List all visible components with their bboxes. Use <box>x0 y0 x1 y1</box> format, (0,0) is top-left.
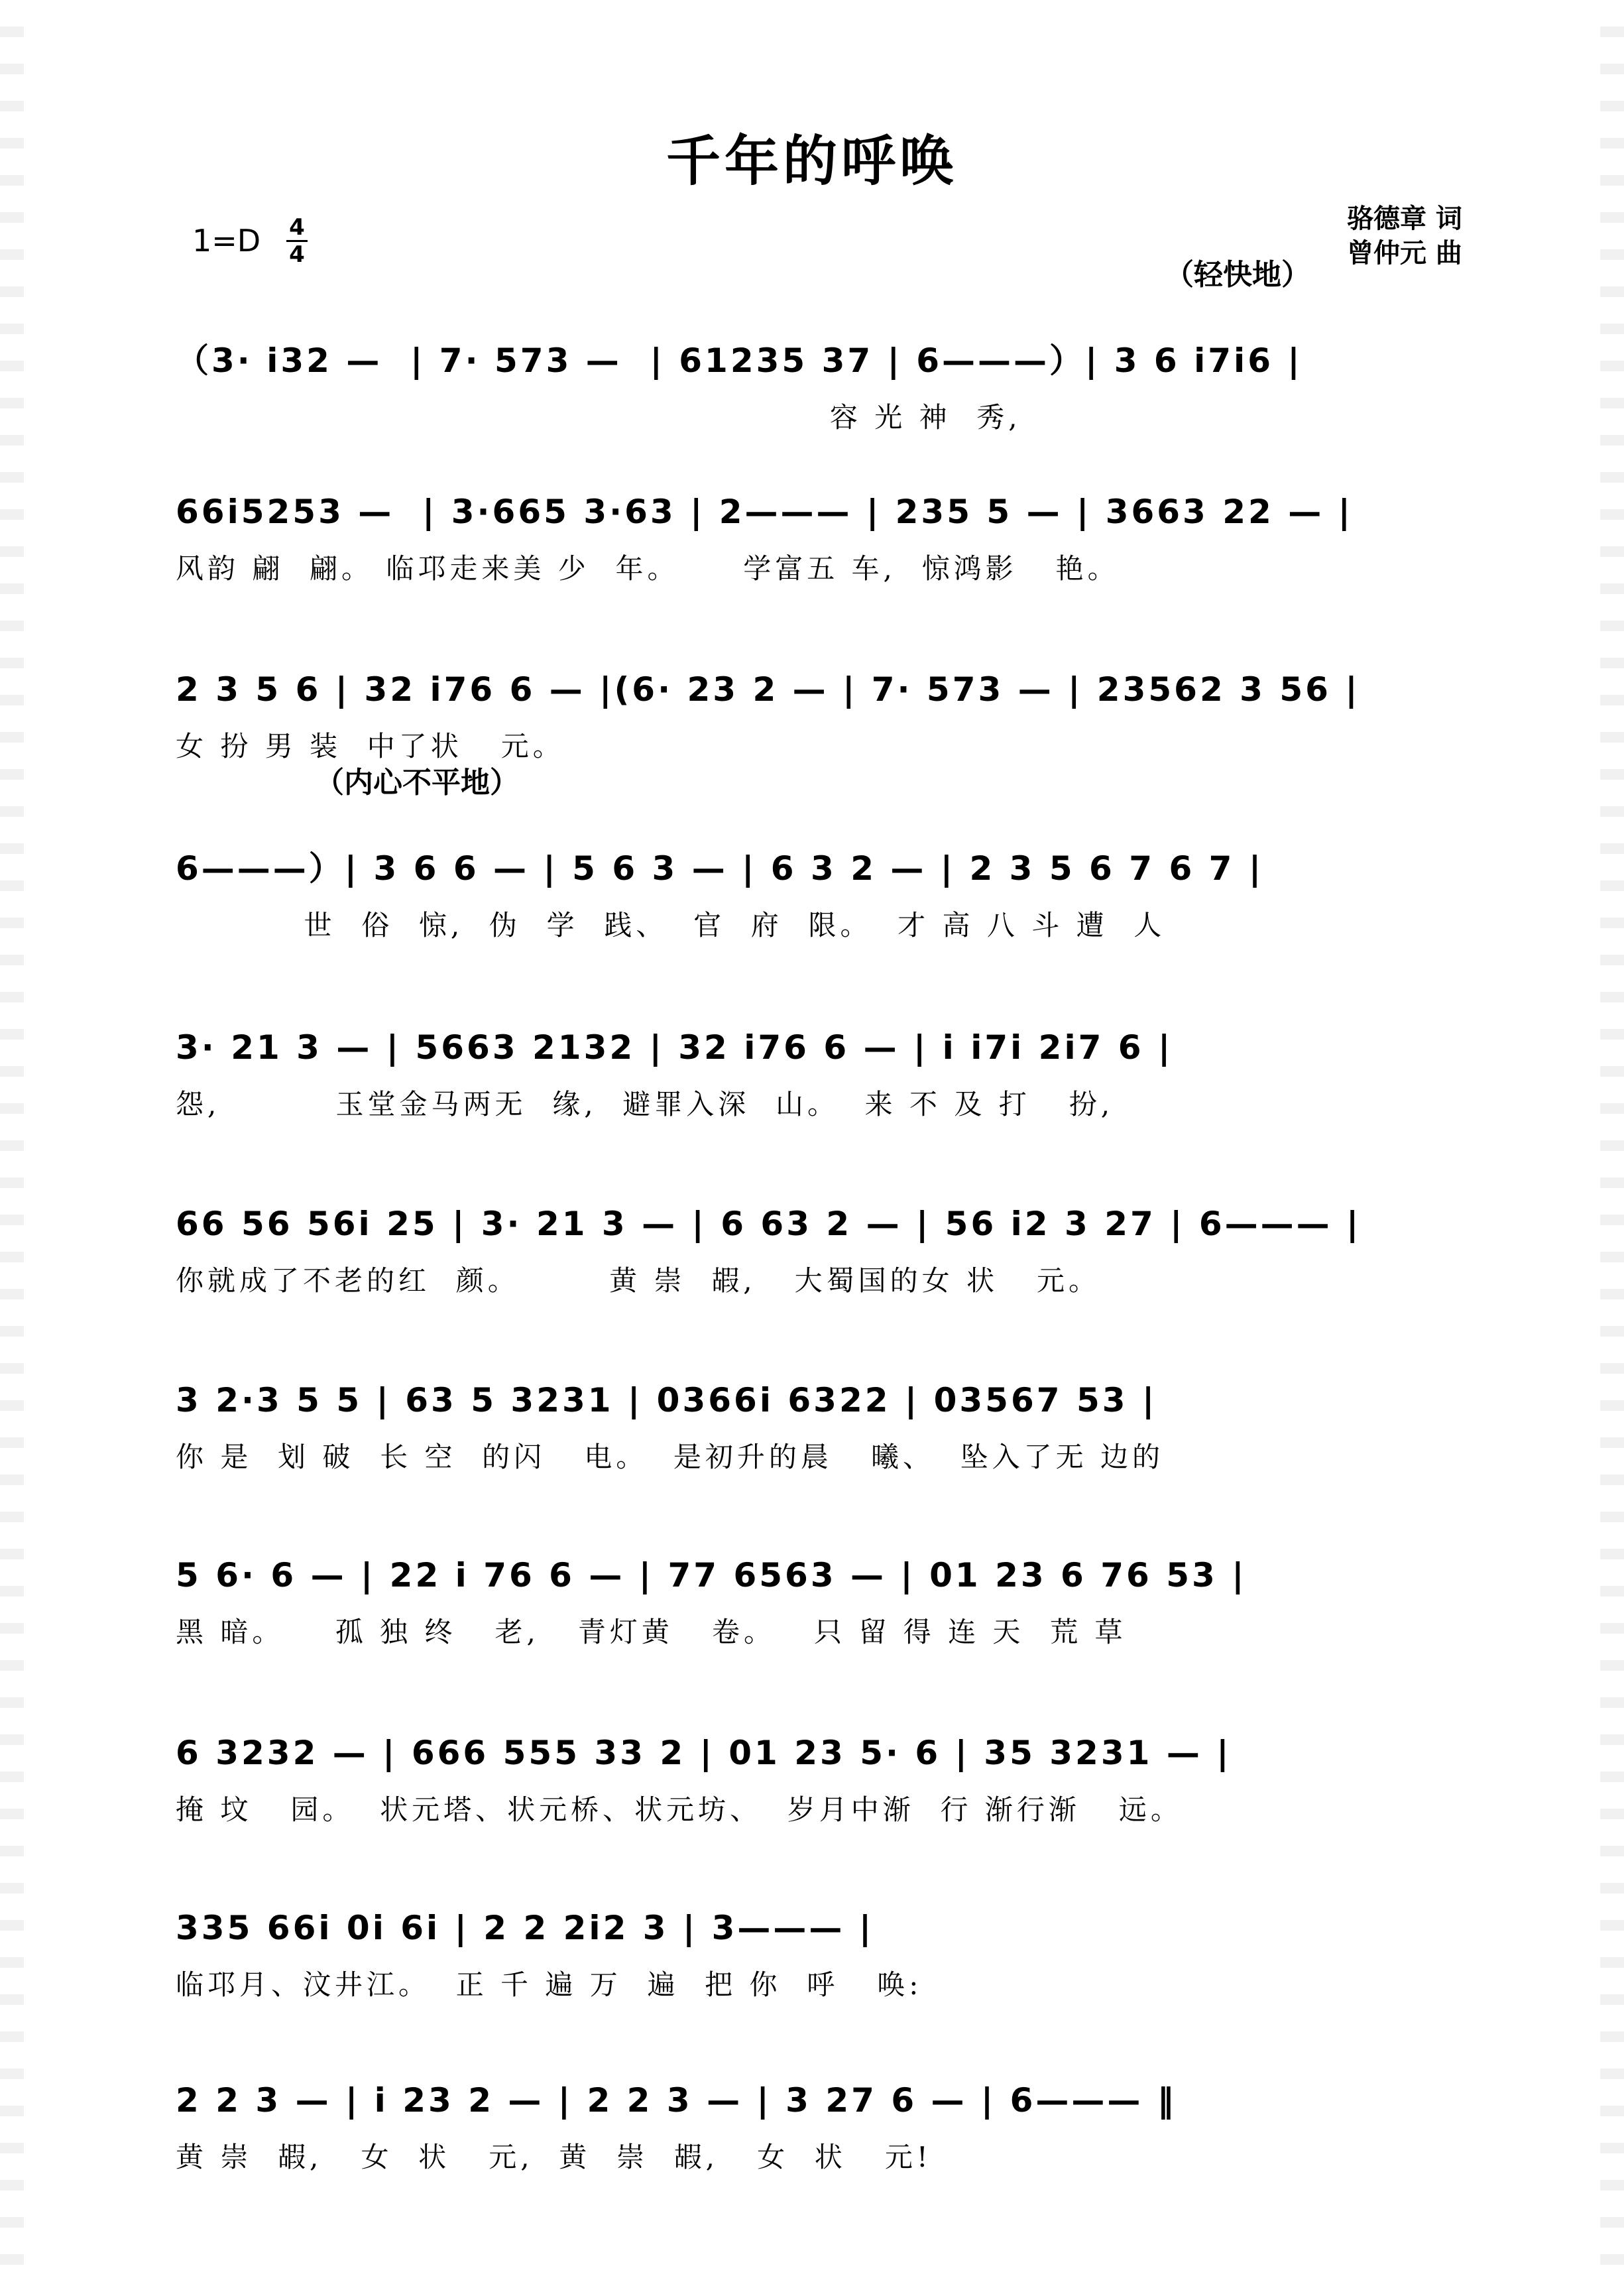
jianpu-notes: 6 3232 — | 666 555 33 2 | 01 23 5· 6 | 35 3231 — | <box>176 1734 1232 1772</box>
jianpu-notes: （3· i32 — | 7· 573 — | 61235 37 | 6———）| 3 6 i7i6 | <box>176 341 1303 380</box>
lyrics-line: 你 是 划 破 长 空 的闪 电。 是初升的晨 曦、 坠入了无 边的 <box>176 1441 1165 1473</box>
jianpu-notes: 2 2 3 — | i 23 2 — | 2 2 3 — | 3 27 6 — | 6——— ‖ <box>176 2081 1177 2120</box>
lyrics-line: 容 光 神 秀, <box>176 401 1021 434</box>
jianpu-notes: 5 6· 6 — | 22 i 76 6 — | 77 6563 — | 01 23 6 76 53 | <box>176 1556 1247 1594</box>
time-signature <box>286 216 308 266</box>
key-signature: 1=D <box>192 223 261 259</box>
tempo-marking: （内心不平地） <box>315 766 519 800</box>
staff-system-11 <box>176 2069 1475 2177</box>
jianpu-notes: 3· 21 3 — | 5663 2132 | 32 i76 6 — | i i7i 2i7 6 | <box>176 1028 1173 1067</box>
staff-system-9 <box>176 1721 1475 1830</box>
lyrics-line: 掩 坟 园。 状元塔、状元桥、状元坊、 岁月中渐 行 渐行渐 远。 <box>176 1793 1183 1826</box>
time-signature-bottom: 4 <box>289 241 305 268</box>
time-signature-top: 4 <box>289 214 305 241</box>
jianpu-notes: 66 56 56i 25 | 3· 21 3 — | 6 63 2 — | 56 i2 3 27 | 6——— | <box>176 1205 1362 1243</box>
jianpu-notes: 6———）| 3 6 6 — | 5 6 3 — | 6 3 2 — | 2 3 5 6 7 6 7 | <box>176 849 1264 888</box>
staff-system-5 <box>176 1016 1475 1124</box>
lyrics-line: 世 俗 惊, 伪 学 践、 官 府 限。 才 高 八 斗 遭 人 <box>176 909 1166 941</box>
staff-system-4 <box>176 766 1475 945</box>
jianpu-notes: 335 66i 0i 6i | 2 2 2i2 3 | 3——— | <box>176 1909 874 1947</box>
lyrics-line: 黄 崇 嘏, 女 状 元, 黄 崇 嘏, 女 状 元! <box>176 2141 932 2173</box>
jianpu-notes: 3 2·3 5 5 | 63 5 3231 | 0366i 6322 | 03567 53 | <box>176 1381 1157 1419</box>
staff-system-7 <box>176 1368 1475 1477</box>
staff-system-3 <box>176 658 1475 766</box>
right-page-border <box>1600 0 1624 2284</box>
staff-system-8 <box>176 1543 1475 1652</box>
jianpu-notes: 2 3 5 6 | 32 i76 6 — |(6· 23 2 — | 7· 573 — | 23562 3 56 | <box>176 670 1360 709</box>
lyrics-line: 风韵 翩 翩。 临邛走来美 少 年。 学富五 车, 惊鸿影 艳。 <box>176 552 1120 585</box>
lyrics-line: 临邛月、汶井江。 正 千 遍 万 遍 把 你 呼 唤: <box>176 1968 923 2001</box>
lyrics-line: 黑 暗。 孤 独 终 老, 青灯黄 卷。 只 留 得 连 天 荒 草 <box>176 1616 1127 1648</box>
lyrics-line: 女 扮 男 装 中了状 元。 <box>176 730 565 762</box>
lyrics-line: 怨, 玉堂金马两无 缘, 避罪入深 山。 来 不 及 打 扮, <box>176 1088 1114 1120</box>
jianpu-notes: 66i5253 — | 3·665 3·63 | 2——— | 235 5 — | 3663 22 — | <box>176 493 1353 531</box>
tempo-marking: （轻快地） <box>1165 258 1310 292</box>
lyricist: 骆德章 词 <box>1347 204 1462 234</box>
left-page-border <box>0 0 24 2284</box>
staff-system-10 <box>176 1896 1475 2005</box>
staff-system-1 <box>176 258 1475 438</box>
lyrics-line: 你就成了不老的红 颜。 黄 崇 嘏, 大蜀国的女 状 元。 <box>176 1264 1101 1297</box>
staff-system-6 <box>176 1192 1475 1301</box>
staff-system-2 <box>176 480 1475 589</box>
composer: 曾仲元 曲 <box>1347 238 1462 269</box>
score-title: 千年的呼唤 <box>666 129 958 193</box>
credits <box>1347 202 1462 270</box>
